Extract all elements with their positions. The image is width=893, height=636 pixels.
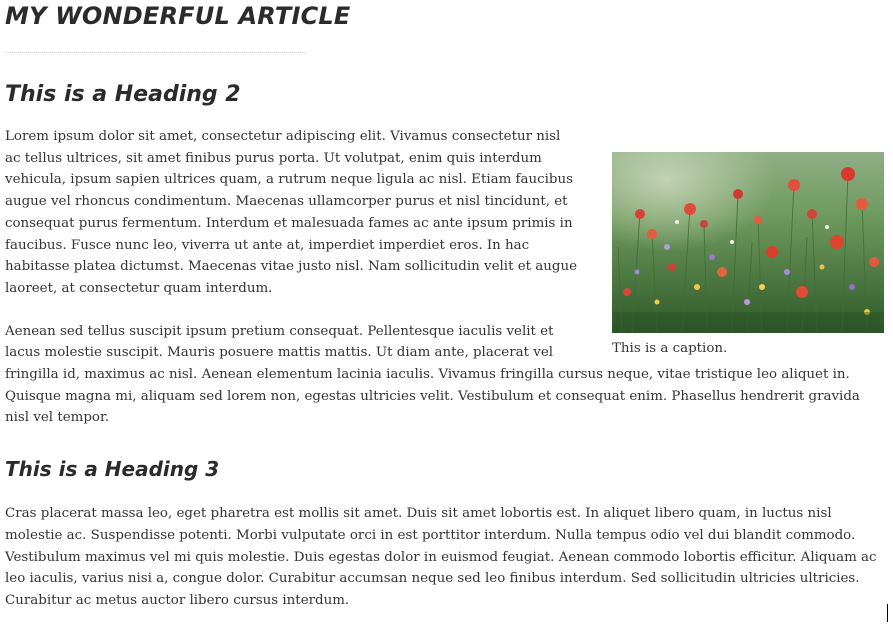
section-1 — [5, 126, 885, 429]
figure-caption: This is a caption. — [612, 341, 728, 356]
heading-3: This is a Heading 3 — [5, 457, 220, 482]
title-divider — [5, 52, 307, 53]
heading-2: This is a Heading 2 — [5, 82, 241, 107]
paragraph-3: Cras placerat massa leo, eget pharetra est mollis sit amet. Duis sit amet lobortis est. In aliquet libero quam, in luctus nisl molestie ac. Suspendisse potenti. Morbi vulputate orci in est porttitor interdum. Nulla tempus odio vel dui blandit commodo. Vestibulum maximus vel mi quis molestie. Duis egestas dolor in euismod feugiat. Aenean commodo lobortis efficitur. Aliquam ac leo iaculis, varius nisi a, congue dolor. Curabitur accumsan neque sed leo finibus interdum. Sed sollicitudin ultricies ultricies. Curabitur ac metus auctor libero cursus interdum. — [5, 506, 877, 608]
article — [5, 0, 885, 612]
wildflower-meadow-photo — [612, 152, 884, 333]
paragraph-1: Lorem ipsum dolor sit amet, consectetur adipiscing elit. Vivamus consectetur nisl ac tellus ultrices, sit amet finibus purus porta. Ut volutpat, enim quis interdum vehicula, ipsum sapien ultrices quam, a rutrum neque ligula ac nisl. Etiam faucibus augue vel rhoncus condimentum. Maecenas ullamcorper purus et nisl tincidunt, et consequat purus fermentum. Interdum et malesuada fames ac ante ipsum primis in faucibus. Fusce nunc leo, viverra ut ante at, imperdiet imperdiet eros. In hac habitasse platea dictumst. Maecenas vitae justo nisl. Nam sollicitudin velit et augue laoreet, at consectetur quam interdum. — [5, 129, 577, 296]
article-figure — [612, 152, 885, 359]
text-cursor — [887, 604, 888, 622]
article-title: MY WONDERFUL ARTICLE — [5, 2, 351, 30]
paragraph-2: Aenean sed tellus suscipit ipsum pretium consequat. Pellentesque iaculis velit et lacus molestie suscipit. Mauris posuere mattis mattis. Ut diam ante, placerat vel fringilla id, maximus ac nisl. Aenean elementum lacinia iaculis. Vivamus fringilla cursus neque, vitae tristique leo aliquet in. Quisque magna mi, aliquam sed lorem non, egestas ultricies velit. Vestibulum et consequat enim. Phasellus hendrerit gravida nisl vel tempor. — [5, 323, 860, 426]
